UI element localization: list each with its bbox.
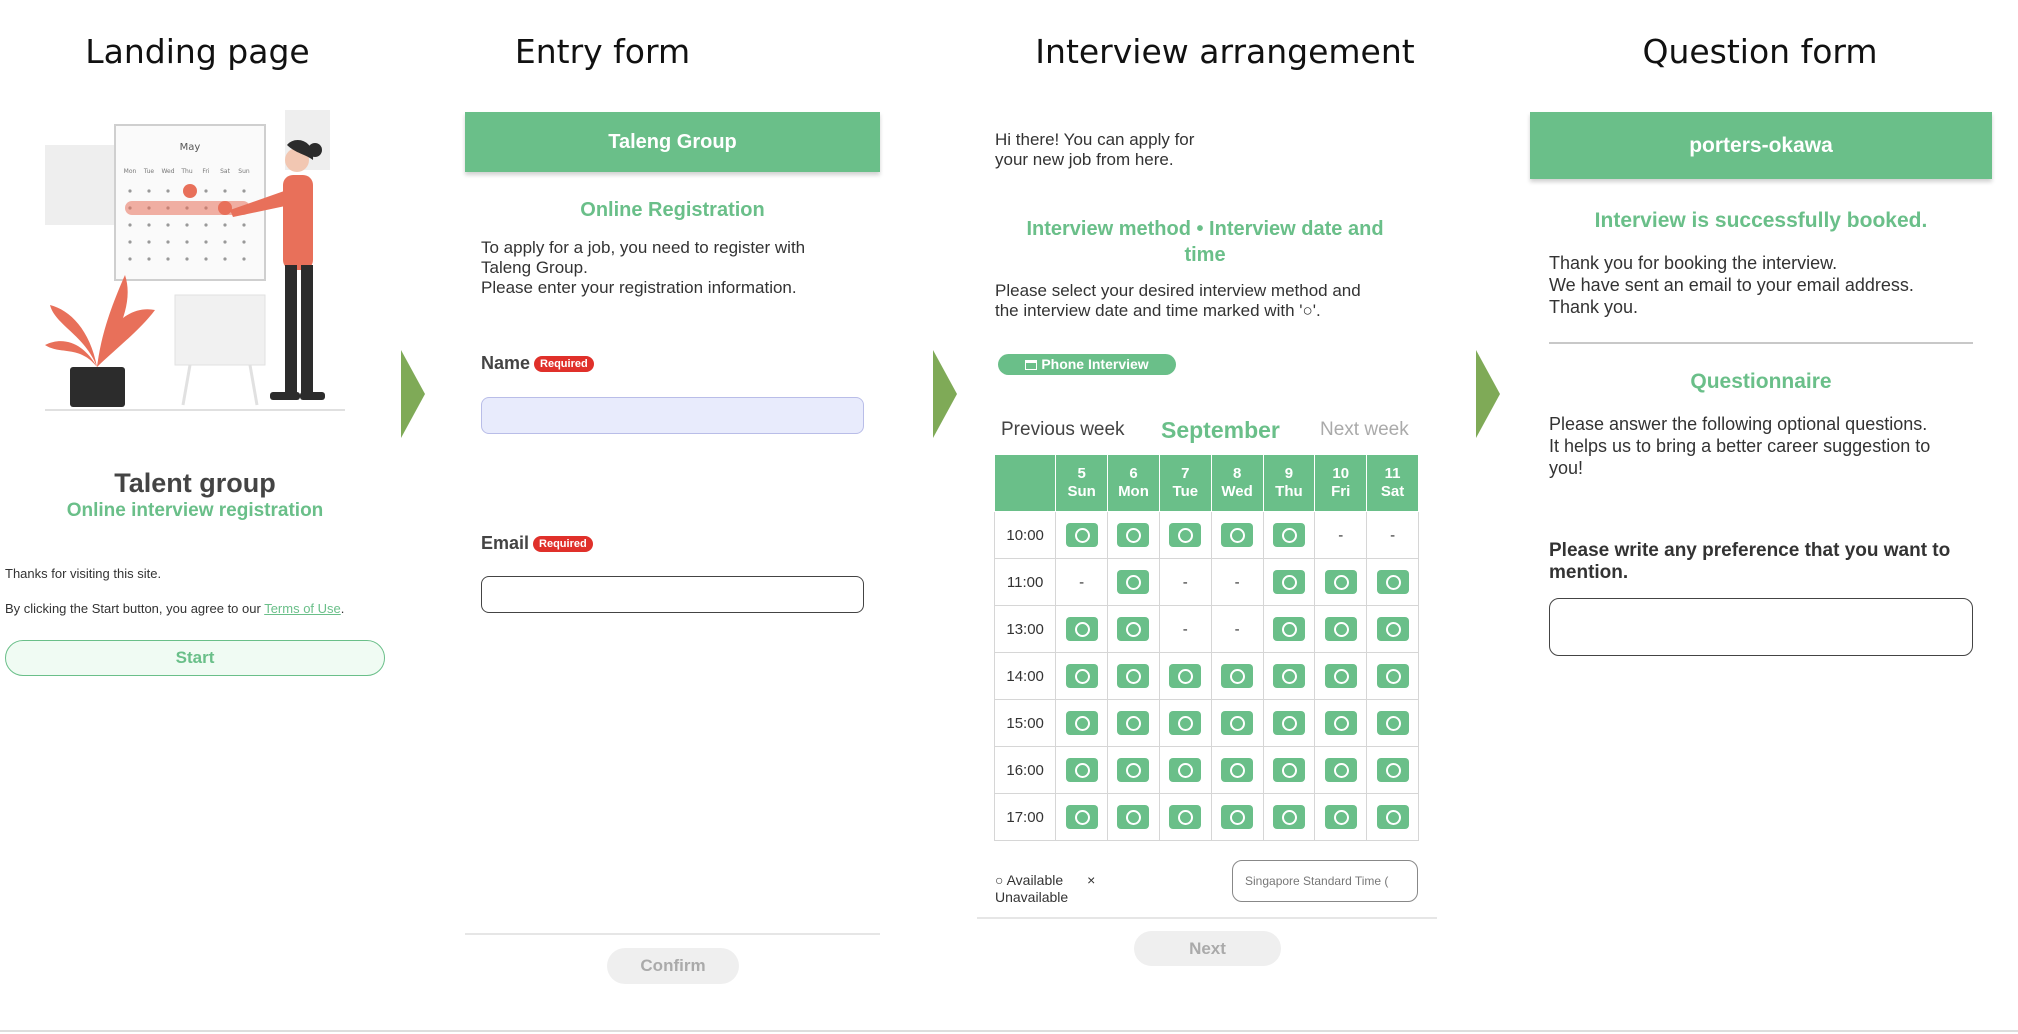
- day-name: Sat: [1380, 483, 1405, 500]
- agreement-prefix: By clicking the Start button, you agree to our: [5, 601, 265, 616]
- available-slot-button[interactable]: [1169, 664, 1201, 688]
- calendar-day-header: [1315, 455, 1367, 512]
- phone-interview-label: Phone Interview: [1041, 356, 1149, 372]
- required-badge: Required: [533, 536, 593, 552]
- greeting-line: Hi there! You can apply for: [995, 130, 1195, 149]
- available-slot-button[interactable]: [1117, 664, 1149, 688]
- available-slot-button[interactable]: [1325, 570, 1357, 594]
- calendar-cell: [1367, 794, 1419, 841]
- time-slot-label: 14:00: [995, 653, 1056, 700]
- interview-heading-line: Interview method • Interview date and: [1026, 218, 1384, 240]
- calendar-cell: [1159, 747, 1211, 794]
- email-input[interactable]: [481, 576, 864, 613]
- booking-success-message: Interview is successfully booked.: [1594, 209, 1928, 232]
- instruction-line: Please select your desired interview method and: [995, 281, 1361, 300]
- calendar-weekday: Sat: [220, 168, 230, 175]
- next-button[interactable]: Next: [1134, 931, 1281, 966]
- calendar-cell: [1263, 606, 1315, 653]
- calendar-cell: [1315, 559, 1367, 606]
- next-week-link[interactable]: Next week: [1320, 419, 1409, 440]
- calendar-day-dot: [204, 257, 207, 260]
- calendar-cell: [1056, 653, 1108, 700]
- thanks-line: Thank you for booking the interview.: [1549, 253, 1838, 273]
- day-date: 9: [1284, 465, 1294, 482]
- calendar-cell: [1367, 747, 1419, 794]
- available-slot-button[interactable]: [1066, 617, 1098, 641]
- landing-thanks-text: Thanks for visiting this site.: [5, 566, 162, 581]
- day-date: 6: [1129, 465, 1138, 482]
- available-slot-button[interactable]: [1325, 617, 1357, 641]
- calendar-cell: [1367, 700, 1419, 747]
- calendar-row: [995, 606, 1419, 653]
- calendar-day-dot: [204, 240, 207, 243]
- calendar-cell: [1211, 700, 1263, 747]
- day-name: Sun: [1067, 483, 1096, 500]
- calendar-day-dot: [185, 257, 188, 260]
- calendar-day-dot: [147, 189, 150, 192]
- available-slot-button[interactable]: [1169, 758, 1201, 782]
- booking-thanks: [1549, 252, 1914, 318]
- calendar-cell: [1108, 747, 1160, 794]
- available-slot-button[interactable]: [1117, 523, 1149, 547]
- instruction-line: the interview date and time marked with '○'.: [995, 301, 1321, 320]
- unavailable-slot: -: [1211, 606, 1263, 653]
- calendar-day-dot: [185, 223, 188, 226]
- calendar-row: [995, 512, 1419, 559]
- calendar-cell: [1263, 700, 1315, 747]
- greeting-line: your new job from here.: [995, 150, 1174, 169]
- calendar-cell: [1159, 512, 1211, 559]
- calendar-day-dot: [242, 257, 245, 260]
- calendar-day-dot: [128, 223, 131, 226]
- available-slot-button[interactable]: [1273, 805, 1305, 829]
- description-line: Please answer the following optional questions.: [1549, 414, 1928, 434]
- flow-arrow-2: [933, 350, 957, 438]
- description-line: you!: [1549, 458, 1584, 478]
- available-slot-button[interactable]: [1377, 617, 1409, 641]
- landing-agreement-text: [5, 601, 344, 616]
- day-name: Fri: [1331, 483, 1351, 500]
- interview-footer-divider: [977, 917, 1437, 919]
- calendar-day-dot: [166, 257, 169, 260]
- calendar-cell: [1263, 512, 1315, 559]
- available-slot-button[interactable]: [1377, 758, 1409, 782]
- entry-footer-divider: [465, 933, 880, 935]
- available-slot-button[interactable]: [1377, 805, 1409, 829]
- available-slot-button[interactable]: [1377, 664, 1409, 688]
- calendar-cell: [1263, 794, 1315, 841]
- calendar-row: [995, 653, 1419, 700]
- day-name: Wed: [1221, 483, 1253, 500]
- agreement-suffix: .: [340, 601, 345, 616]
- terms-of-use-link[interactable]: Terms of Use: [264, 601, 341, 616]
- unavailable-slot: -: [1211, 559, 1263, 606]
- time-slot-label: 11:00: [995, 559, 1056, 606]
- calendar-day-dot: [223, 223, 226, 226]
- landing-illustration: [45, 105, 345, 415]
- calendar-cell: [1056, 747, 1108, 794]
- thanks-line: Thank you.: [1549, 297, 1639, 317]
- calendar-weekday: Fri: [202, 168, 210, 175]
- day-date: 10: [1332, 465, 1350, 482]
- flow-arrow-3: [1476, 350, 1500, 438]
- available-slot-button[interactable]: [1221, 523, 1253, 547]
- day-date: 7: [1181, 465, 1190, 482]
- available-slot-button[interactable]: [1066, 805, 1098, 829]
- available-slot-button[interactable]: [1221, 758, 1253, 782]
- available-slot-button[interactable]: [1325, 805, 1357, 829]
- interview-calendar: [994, 454, 1419, 841]
- calendar-day-dot: [223, 240, 226, 243]
- available-slot-button[interactable]: [1169, 711, 1201, 735]
- calendar-day-dot: [204, 189, 207, 192]
- available-slot-button[interactable]: [1377, 570, 1409, 594]
- calendar-day-dot: [204, 223, 207, 226]
- calendar-weekday: Thu: [181, 168, 193, 175]
- available-slot-button[interactable]: [1221, 711, 1253, 735]
- calendar-day-header: [1367, 455, 1419, 512]
- email-label: [481, 533, 593, 554]
- calendar-cell: [1159, 700, 1211, 747]
- start-button[interactable]: Start: [5, 640, 385, 676]
- available-slot-button[interactable]: [1325, 711, 1357, 735]
- calendar-cell: [1315, 700, 1367, 747]
- calendar-cell: [1211, 747, 1263, 794]
- calendar-cell: [1159, 794, 1211, 841]
- calendar-day-dot: [128, 189, 131, 192]
- description-line: It helps us to bring a better career suggestion to: [1549, 436, 1931, 456]
- calendar-day-dot: [128, 240, 131, 243]
- calendar-row: [995, 747, 1419, 794]
- calendar-cell: [1367, 653, 1419, 700]
- available-slot-button[interactable]: [1273, 758, 1305, 782]
- day-date: 8: [1232, 465, 1242, 482]
- entry-heading: Online Registration: [580, 199, 765, 221]
- calendar-weekday: Tue: [143, 168, 155, 175]
- available-slot-button[interactable]: [1117, 617, 1149, 641]
- page-bottom-border: [0, 1030, 2018, 1032]
- available-slot-button[interactable]: [1273, 570, 1305, 594]
- calendar-weekday: Sun: [238, 168, 250, 175]
- calendar-cell: [1108, 512, 1160, 559]
- available-slot-button[interactable]: [1377, 711, 1409, 735]
- available-slot-button[interactable]: [1325, 758, 1357, 782]
- calendar-weekday: Mon: [123, 168, 137, 175]
- available-slot-button[interactable]: [1117, 758, 1149, 782]
- calendar-cell: [1108, 653, 1160, 700]
- preference-textarea[interactable]: [1549, 598, 1973, 656]
- phone-interview-button[interactable]: [998, 354, 1176, 375]
- legend-x-mark: ×: [1087, 872, 1096, 888]
- unavailable-slot: -: [1159, 606, 1211, 653]
- calendar-cell: [1263, 747, 1315, 794]
- time-slot-label: 16:00: [995, 747, 1056, 794]
- interview-heading-line: time: [1184, 244, 1226, 266]
- calendar-cell: [1056, 794, 1108, 841]
- calendar-day-dot: [166, 189, 169, 192]
- calendar-day-dot: [242, 189, 245, 192]
- calendar-corner: [995, 455, 1056, 512]
- calendar-day-dot: [147, 240, 150, 243]
- thanks-line: We have sent an email to your email address.: [1549, 275, 1914, 295]
- calendar-cell: [1367, 559, 1419, 606]
- preference-label: [1549, 540, 1950, 584]
- preference-label-line: mention.: [1549, 562, 1629, 583]
- calendar-cell: [1056, 606, 1108, 653]
- phone-icon: [1025, 360, 1037, 370]
- calendar-day-dot: [223, 257, 226, 260]
- available-slot-button[interactable]: [1066, 664, 1098, 688]
- calendar-day-dot: [166, 240, 169, 243]
- calendar-cell: [1108, 794, 1160, 841]
- email-label-text: Email: [481, 533, 530, 553]
- calendar-legend: [995, 872, 1095, 906]
- calendar-day-dot: [166, 223, 169, 226]
- calendar-day-dot: [185, 240, 188, 243]
- calendar-day-dot: [223, 189, 226, 192]
- available-slot-button[interactable]: [1117, 570, 1149, 594]
- entry-intro: [481, 238, 871, 298]
- available-slot-button[interactable]: [1273, 523, 1305, 547]
- question-header: porters-okawa: [1530, 112, 1992, 179]
- entry-header: Taleng Group: [465, 112, 880, 172]
- calendar-day-dot: [147, 257, 150, 260]
- legend-available: ○ Available: [995, 872, 1064, 888]
- entry-intro-line: To apply for a job, you need to register with: [481, 238, 806, 257]
- available-slot-button[interactable]: [1273, 711, 1305, 735]
- day-name: Thu: [1275, 483, 1303, 500]
- interview-panel-title: Interview arrangement: [1035, 32, 1415, 71]
- calendar-cell: [1211, 794, 1263, 841]
- available-slot-button[interactable]: [1066, 711, 1098, 735]
- available-slot-button[interactable]: [1273, 617, 1305, 641]
- calendar-weekday: Wed: [161, 168, 175, 175]
- day-date: 11: [1384, 465, 1401, 482]
- interview-greeting: [995, 130, 1194, 170]
- name-input[interactable]: [481, 397, 864, 434]
- unavailable-slot: -: [1056, 559, 1108, 606]
- calendar-cell: [1159, 653, 1211, 700]
- question-panel-title: Question form: [1642, 32, 1878, 71]
- day-name: Mon: [1118, 483, 1149, 500]
- calendar-cell: [1056, 512, 1108, 559]
- day-date: 5: [1077, 465, 1086, 482]
- calendar-row: [995, 700, 1419, 747]
- available-slot-button[interactable]: [1066, 523, 1098, 547]
- landing-panel-title: Landing page: [85, 32, 310, 71]
- questionnaire-heading: Questionnaire: [1690, 370, 1832, 393]
- interview-heading: [995, 216, 1415, 268]
- calendar-day-header: [1056, 455, 1108, 512]
- calendar-cell: [1108, 606, 1160, 653]
- month-label: September: [1161, 417, 1280, 443]
- unavailable-slot: -: [1367, 512, 1419, 559]
- entry-intro-line: Taleng Group.: [481, 258, 588, 277]
- name-label: [481, 353, 594, 374]
- calendar-day-dot: [147, 223, 150, 226]
- calendar-cell: [1108, 559, 1160, 606]
- interview-instruction: [995, 281, 1361, 321]
- calendar-cell: [1367, 606, 1419, 653]
- calendar-cell: [1315, 794, 1367, 841]
- calendar-row: [995, 559, 1419, 606]
- unavailable-slot: -: [1315, 512, 1367, 559]
- landing-subtitle: Online interview registration: [66, 500, 324, 521]
- previous-week-link[interactable]: Previous week: [1001, 419, 1125, 440]
- calendar-day-header: [1108, 455, 1160, 512]
- time-slot-label: 10:00: [995, 512, 1056, 559]
- calendar-cell: [1315, 653, 1367, 700]
- landing-company-name: Talent group: [114, 468, 276, 498]
- questionnaire-description: [1549, 413, 1930, 479]
- calendar-cell: [1108, 700, 1160, 747]
- available-slot-button[interactable]: [1066, 758, 1098, 782]
- required-badge: Required: [534, 356, 594, 372]
- available-slot-button[interactable]: [1221, 664, 1253, 688]
- flow-arrow-1: [401, 350, 425, 438]
- entry-panel-title: Entry form: [514, 32, 691, 71]
- available-slot-button[interactable]: [1169, 523, 1201, 547]
- calendar-person-illustration: [45, 105, 345, 415]
- available-slot-button[interactable]: [1325, 664, 1357, 688]
- preference-label-line: Please write any preference that you want to: [1549, 540, 1951, 561]
- unavailable-slot: -: [1159, 559, 1211, 606]
- calendar-cell: [1315, 747, 1367, 794]
- calendar-day-dot: [128, 257, 131, 260]
- available-slot-button[interactable]: [1273, 664, 1305, 688]
- time-slot-label: 17:00: [995, 794, 1056, 841]
- entry-intro-line: Please enter your registration information.: [481, 278, 797, 297]
- calendar-cell: [1315, 606, 1367, 653]
- calendar-cell: [1211, 653, 1263, 700]
- calendar-day-dot: [242, 240, 245, 243]
- time-slot-label: 13:00: [995, 606, 1056, 653]
- available-slot-button[interactable]: [1117, 805, 1149, 829]
- calendar-day-dot: [242, 223, 245, 226]
- day-name: Tue: [1172, 483, 1199, 500]
- calendar-day-header: [1159, 455, 1211, 512]
- timezone-select[interactable]: Singapore Standard Time (: [1232, 860, 1418, 902]
- available-slot-button[interactable]: [1117, 711, 1149, 735]
- calendar-cell: [1056, 700, 1108, 747]
- calendar-day-header: [1263, 455, 1315, 512]
- confirm-button[interactable]: Confirm: [607, 948, 739, 984]
- legend-unavailable: Unavailable: [995, 889, 1069, 905]
- available-slot-button[interactable]: [1169, 805, 1201, 829]
- calendar-day-header: [1211, 455, 1263, 512]
- calendar-cell: [1263, 559, 1315, 606]
- calendar-month-text: May: [179, 142, 201, 153]
- time-slot-label: 15:00: [995, 700, 1056, 747]
- name-label-text: Name: [481, 353, 531, 373]
- calendar-row: [995, 794, 1419, 841]
- question-divider: [1549, 342, 1973, 344]
- calendar-cell: [1211, 512, 1263, 559]
- calendar-cell: [1263, 653, 1315, 700]
- available-slot-button[interactable]: [1221, 805, 1253, 829]
